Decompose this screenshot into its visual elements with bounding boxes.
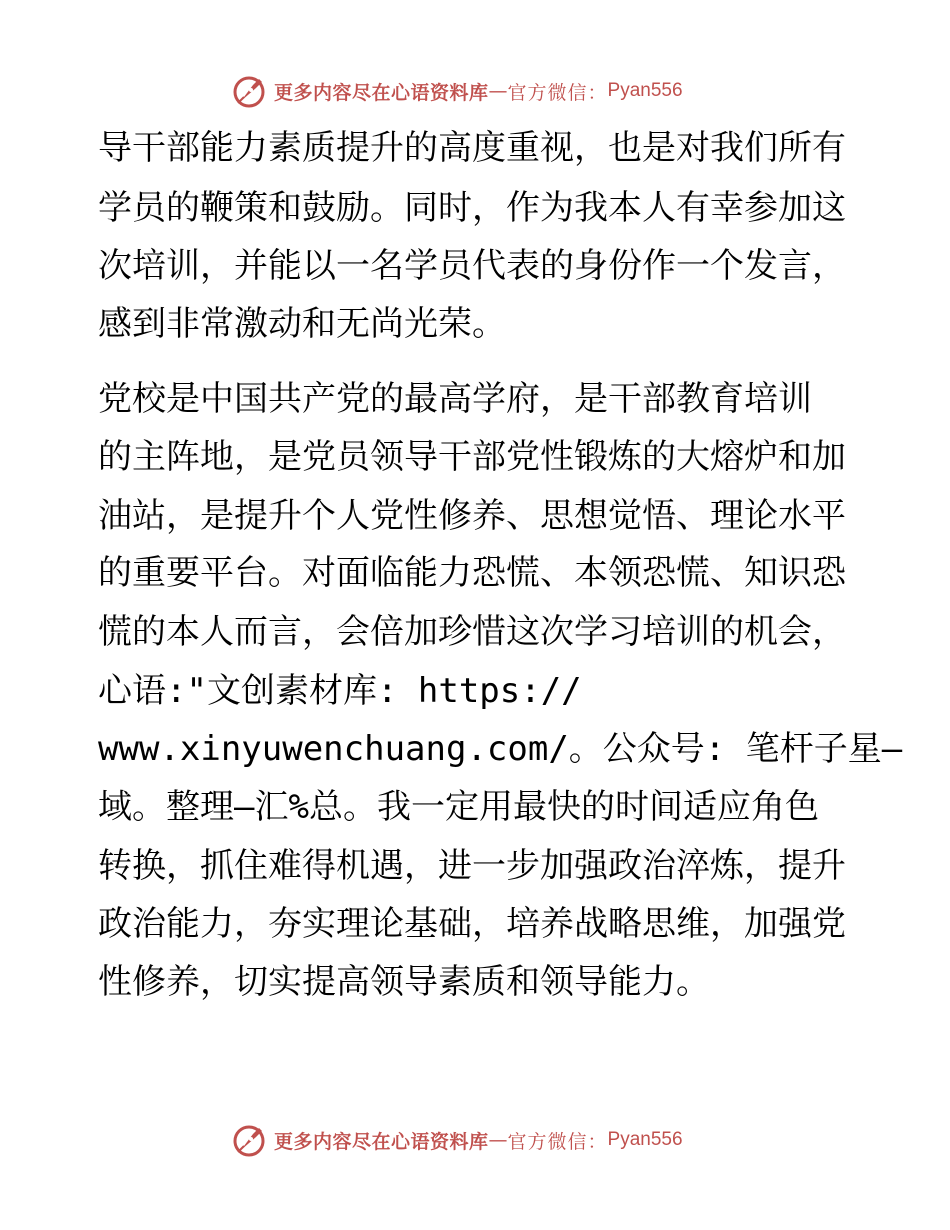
banner-main-text: 更多内容尽在心语资料库 — [274, 81, 489, 104]
text-line: 域。整理—汇%总。我一定用最快的时间适应角色 — [98, 787, 819, 827]
text-line: 性修养，切实提高领导素质和领导能力。 — [98, 962, 710, 1002]
text-line: 慌的本人而言，会倍加珍惜这次学习培训的机会， — [98, 612, 846, 652]
header-banner — [232, 71, 683, 111]
text-line: 感到非常激动和无尚光荣。 — [98, 304, 506, 344]
text-line: 学员的鞭策和鼓励。同时，作为我本人有幸参加这 — [98, 188, 846, 228]
text-line: 次培训，并能以一名学员代表的身份作一个发言， — [98, 246, 846, 286]
text-line: 转换，抓住难得机遇，进一步加强政治淬炼，提升 — [98, 846, 846, 886]
banner-wechat-label: 官方微信： — [507, 81, 608, 104]
banner-dash: — — [488, 1129, 508, 1151]
text-line: 的重要平台。对面临能力恐慌、本领恐慌、知识恐 — [98, 553, 846, 593]
text-line: 油站，是提升个人党性修养、思想觉悟、理论水平 — [98, 496, 846, 536]
pen-nib-logo-icon — [232, 73, 268, 109]
banner-wechat-id: Pyan556 — [607, 1129, 683, 1150]
banner-dash: — — [488, 80, 508, 102]
footer-banner — [232, 1120, 683, 1160]
banner-main-text: 更多内容尽在心语资料库 — [274, 1130, 489, 1153]
text-line: 的主阵地，是党员领导干部党性锻炼的大熔炉和加 — [98, 437, 846, 477]
text-line: www.xinyuwenchuang.com/。公众号: 笔杆子星— — [98, 729, 903, 769]
text-line: 心语:"文创素材库: https:// — [98, 671, 582, 711]
banner-wechat-id: Pyan556 — [607, 80, 683, 101]
text-line: 党校是中国共产党的最高学府，是干部教育培训 — [98, 379, 812, 419]
text-line: 导干部能力素质提升的高度重视，也是对我们所有 — [98, 128, 846, 168]
pen-nib-logo-icon — [232, 1122, 268, 1158]
banner-wechat-label: 官方微信： — [507, 1130, 608, 1153]
text-line: 政治能力，夯实理论基础，培养战略思维，加强党 — [98, 904, 846, 944]
